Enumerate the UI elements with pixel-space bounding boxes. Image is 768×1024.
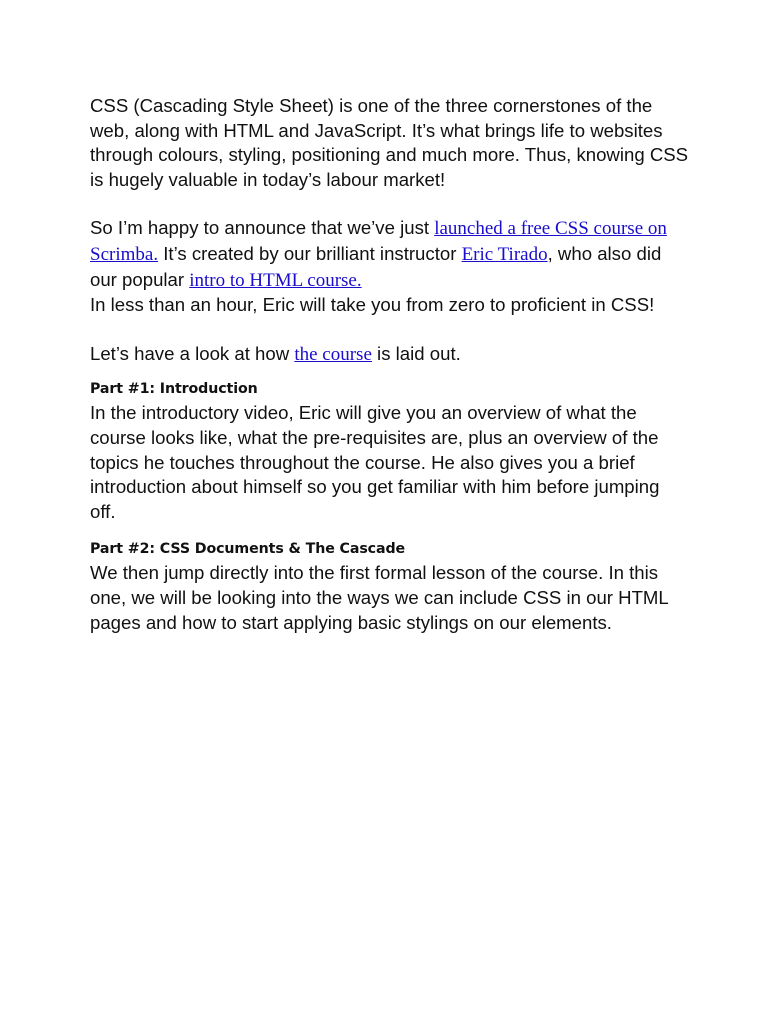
the-course-link[interactable]: the course [294,343,372,365]
part-2-body: We then jump directly into the first formal lesson of the course. In this one, we will be looking into the ways we can include CSS in our HTML pages and how to start applying basic stylings on our elements. [90,562,669,633]
layout-intro-paragraph [90,342,690,368]
announcement-text-1: So I’m happy to announce that we’ve just [90,217,435,239]
part-2-heading: Part #2: CSS Documents & The Cascade [90,541,406,558]
free-css-course-link[interactable]: launched a free CSS course on Scrimba. [90,218,667,265]
document-page [90,94,690,635]
paragraph-gap [90,318,690,342]
announcement-line-2: In less than an hour, Eric will take you from zero to proficient in CSS! [90,294,655,316]
announcement-text-2: It’s created by our brilliant instructor [158,242,462,264]
layout-intro-text-1: Let’s have a look at how [90,342,295,364]
announcement-text-3: , who also did our popular [90,242,662,290]
layout-intro-text-2: is laid out. [371,342,461,364]
part-1-heading: Part #1: Introduction [90,381,258,398]
eric-tirado-link[interactable]: Eric Tirado [461,243,548,265]
intro-paragraph: CSS (Cascading Style Sheet) is one of the three cornerstones of the web, along with HTML and JavaScript. It’s what brings life to websites through colours, styling, positioning and much more. Thus, knowing CSS is hugely valuable in today’s labour market! [90,95,689,190]
paragraph-gap [90,192,690,216]
intro-to-html-course-link[interactable]: intro to HTML course. [189,269,362,291]
part-1-body: In the introductory video, Eric will give you an overview of what the course looks like, what the pre-requisites are, plus an overview of the topics he touches throughout the course. He also gives you a brief introduction about himself so you get familiar with him before jumping off. [90,402,660,522]
announcement-paragraph [90,216,690,293]
